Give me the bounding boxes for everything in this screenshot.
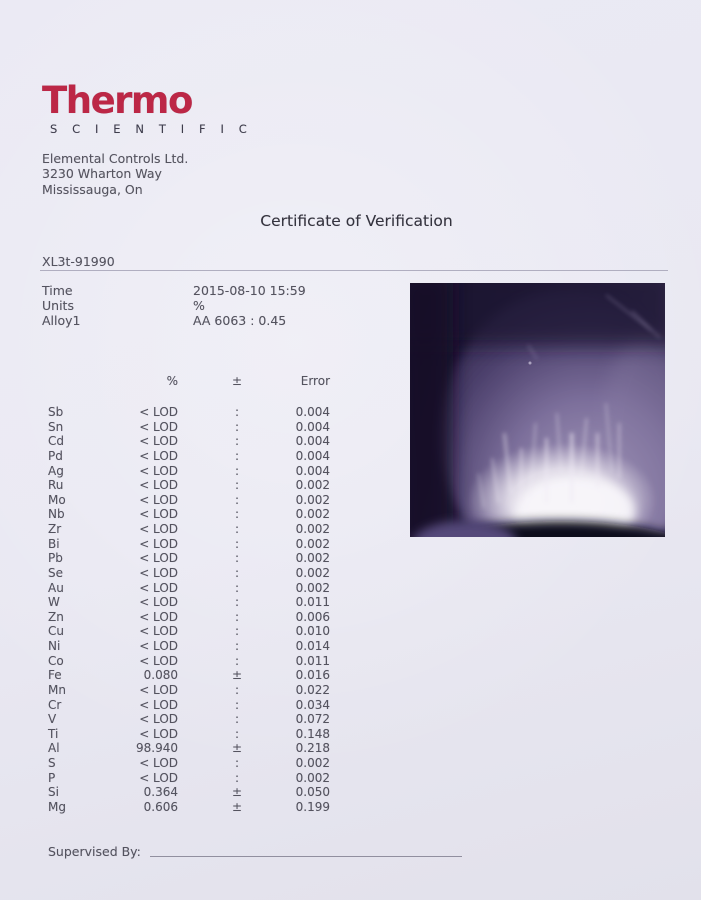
plus-minus-separator: : xyxy=(234,434,240,449)
percent-value: < LOD xyxy=(139,522,178,536)
percent-value: < LOD xyxy=(139,536,178,551)
percent-value: < LOD xyxy=(139,595,178,610)
error-value: 0.002 xyxy=(295,522,330,536)
error-column-header: Error xyxy=(300,374,330,388)
element-symbol: Ni xyxy=(48,639,61,653)
results-table xyxy=(42,405,330,815)
percent-value: < LOD xyxy=(139,419,178,434)
page-title: Certificate of Verification xyxy=(260,212,453,230)
percent-value: < LOD xyxy=(139,434,178,449)
error-value: 0.002 xyxy=(295,492,330,507)
company-name: Elemental Controls Ltd. xyxy=(42,151,189,166)
plus-minus-separator: ± xyxy=(231,785,243,800)
error-value: 0.072 xyxy=(295,712,330,727)
element-symbol: Si xyxy=(48,785,59,800)
table-row xyxy=(42,478,330,493)
error-value: 0.002 xyxy=(295,478,330,493)
plus-minus-separator: : xyxy=(234,448,240,463)
percent-value: 0.606 xyxy=(143,799,178,814)
percent-value: < LOD xyxy=(139,463,178,478)
thermo-logo xyxy=(42,79,253,136)
plus-minus-separator: : xyxy=(234,507,240,522)
company-city: Mississauga, On xyxy=(42,181,143,197)
error-value: 0.006 xyxy=(295,609,330,624)
table-row xyxy=(42,537,330,552)
error-value: 0.148 xyxy=(295,726,330,741)
meta-value: % xyxy=(193,298,205,314)
table-row xyxy=(42,581,330,596)
percent-value: < LOD xyxy=(139,697,178,712)
element-symbol: Sn xyxy=(48,419,64,434)
element-symbol: Se xyxy=(48,565,63,580)
percent-value: 0.080 xyxy=(143,668,178,683)
meta-value: 2015-08-10 15:59 xyxy=(193,283,306,298)
table-row xyxy=(42,551,330,566)
table-row xyxy=(42,434,330,449)
horizontal-rule xyxy=(40,270,668,271)
meta-label: Alloy1 xyxy=(42,313,81,329)
percent-value: 98.940 xyxy=(136,741,178,756)
element-symbol: Ag xyxy=(48,463,64,478)
percent-value: < LOD xyxy=(139,726,178,741)
table-row xyxy=(42,654,330,669)
brand-wordmark: Thermo xyxy=(42,79,192,122)
plus-minus-separator: : xyxy=(234,463,240,478)
plus-minus-separator: : xyxy=(234,419,240,434)
error-value: 0.004 xyxy=(295,405,330,419)
error-value: 0.004 xyxy=(295,463,330,478)
element-symbol: Pb xyxy=(48,551,63,566)
percent-value: < LOD xyxy=(139,639,178,653)
element-symbol: S xyxy=(48,756,56,770)
percent-value: < LOD xyxy=(139,448,178,463)
percent-value: < LOD xyxy=(139,682,178,697)
element-symbol: Pd xyxy=(48,448,63,463)
element-symbol: Fe xyxy=(48,668,62,683)
error-value: 0.011 xyxy=(295,595,330,610)
table-row xyxy=(42,683,330,698)
plus-minus-separator: : xyxy=(234,770,240,785)
element-symbol: Ru xyxy=(48,478,64,493)
percent-value: < LOD xyxy=(139,478,178,493)
element-column-header xyxy=(42,374,98,389)
table-row xyxy=(42,712,330,727)
meta-label: Time xyxy=(42,283,73,298)
table-row xyxy=(42,639,330,654)
element-symbol: Zn xyxy=(48,609,64,624)
plus-minus-column-header: ± xyxy=(231,374,243,388)
sample-photo-image xyxy=(410,283,665,537)
percent-column-header: % xyxy=(166,374,178,388)
element-symbol: Al xyxy=(48,741,60,756)
table-row xyxy=(42,566,330,581)
plus-minus-separator: : xyxy=(234,639,240,653)
table-row xyxy=(42,756,330,771)
meta-row-units xyxy=(42,298,306,313)
table-row xyxy=(42,595,330,610)
table-row xyxy=(42,771,330,786)
plus-minus-separator: : xyxy=(234,624,240,639)
percent-value: < LOD xyxy=(139,770,178,785)
meta-label: Units xyxy=(42,298,74,314)
percent-value: < LOD xyxy=(139,565,178,580)
table-row xyxy=(42,493,330,508)
element-symbol: Nb xyxy=(48,507,65,522)
plus-minus-separator: : xyxy=(234,551,240,566)
table-row xyxy=(42,741,330,756)
element-symbol: Cr xyxy=(48,697,62,712)
percent-value: < LOD xyxy=(139,653,178,668)
results-table-header xyxy=(42,374,330,389)
element-symbol: Zr xyxy=(48,522,62,536)
plus-minus-separator: : xyxy=(234,478,240,493)
error-value: 0.011 xyxy=(295,653,330,668)
table-row xyxy=(42,464,330,479)
element-symbol: Sb xyxy=(48,405,64,419)
error-value: 0.016 xyxy=(295,668,330,683)
plus-minus-separator: : xyxy=(234,697,240,712)
company-street: 3230 Wharton Way xyxy=(42,166,162,182)
plus-minus-separator: : xyxy=(234,580,240,595)
percent-value: < LOD xyxy=(139,624,178,639)
table-row xyxy=(42,507,330,522)
error-value: 0.022 xyxy=(295,682,330,697)
table-row xyxy=(42,727,330,742)
element-symbol: Mo xyxy=(48,492,66,507)
table-row xyxy=(42,624,330,639)
company-address xyxy=(42,151,188,197)
plus-minus-separator: : xyxy=(234,682,240,697)
meta-value: AA 6063 : 0.45 xyxy=(193,313,287,329)
sample-photo xyxy=(410,283,665,537)
error-value: 0.002 xyxy=(295,565,330,580)
table-row xyxy=(42,405,330,420)
percent-value: < LOD xyxy=(139,609,178,624)
element-symbol: P xyxy=(48,770,56,785)
percent-value: < LOD xyxy=(139,551,178,566)
plus-minus-separator: ± xyxy=(231,741,243,756)
element-symbol: Bi xyxy=(48,536,60,551)
plus-minus-separator: : xyxy=(234,565,240,580)
plus-minus-separator: : xyxy=(234,522,240,536)
plus-minus-separator: : xyxy=(234,653,240,668)
plus-minus-separator: : xyxy=(234,595,240,610)
percent-value: < LOD xyxy=(139,580,178,595)
error-value: 0.218 xyxy=(295,741,330,756)
plus-minus-separator: : xyxy=(234,609,240,624)
error-value: 0.002 xyxy=(295,756,330,770)
table-row xyxy=(42,610,330,625)
plus-minus-separator: : xyxy=(234,405,240,419)
signature-line xyxy=(150,856,462,857)
element-symbol: V xyxy=(48,712,57,727)
element-symbol: Cd xyxy=(48,434,64,449)
error-value: 0.004 xyxy=(295,448,330,463)
error-value: 0.050 xyxy=(295,785,330,800)
brand-subtitle: S C I E N T I F I C xyxy=(50,122,253,136)
plus-minus-separator: : xyxy=(234,492,240,507)
meta-row-alloy xyxy=(42,313,306,328)
error-value: 0.002 xyxy=(295,507,330,522)
element-symbol: Cu xyxy=(48,624,64,639)
table-row xyxy=(42,698,330,713)
table-row xyxy=(42,800,330,815)
percent-value: 0.364 xyxy=(143,785,178,800)
element-symbol: Ti xyxy=(48,726,59,741)
plus-minus-separator: ± xyxy=(231,799,243,814)
plus-minus-separator: : xyxy=(234,536,240,551)
error-value: 0.002 xyxy=(295,580,330,595)
table-row xyxy=(42,449,330,464)
table-row xyxy=(42,785,330,800)
element-symbol: Mn xyxy=(48,682,66,697)
element-symbol: W xyxy=(48,595,60,610)
element-symbol: Mg xyxy=(48,799,66,814)
percent-value: < LOD xyxy=(139,756,178,770)
percent-value: < LOD xyxy=(139,492,178,507)
supervised-by-label: Supervised By: xyxy=(48,844,141,859)
element-symbol: Co xyxy=(48,653,64,668)
plus-minus-separator: : xyxy=(234,712,240,727)
measurement-meta xyxy=(42,283,306,329)
error-value: 0.010 xyxy=(295,624,330,639)
percent-value: < LOD xyxy=(139,712,178,727)
element-symbol: Au xyxy=(48,580,64,595)
error-value: 0.014 xyxy=(295,639,330,653)
error-value: 0.199 xyxy=(295,799,330,814)
table-row xyxy=(42,420,330,435)
instrument-serial: XL3t-91990 xyxy=(42,254,115,269)
percent-value: < LOD xyxy=(139,405,178,419)
error-value: 0.004 xyxy=(295,434,330,449)
error-value: 0.034 xyxy=(295,697,330,712)
table-row xyxy=(42,522,330,537)
plus-minus-separator: : xyxy=(234,726,240,741)
plus-minus-separator: : xyxy=(234,756,240,770)
error-value: 0.002 xyxy=(295,551,330,566)
meta-row-time xyxy=(42,283,306,298)
plus-minus-separator: ± xyxy=(231,668,243,683)
error-value: 0.002 xyxy=(295,770,330,785)
percent-value: < LOD xyxy=(139,507,178,522)
error-value: 0.004 xyxy=(295,419,330,434)
table-row xyxy=(42,668,330,683)
error-value: 0.002 xyxy=(295,536,330,551)
